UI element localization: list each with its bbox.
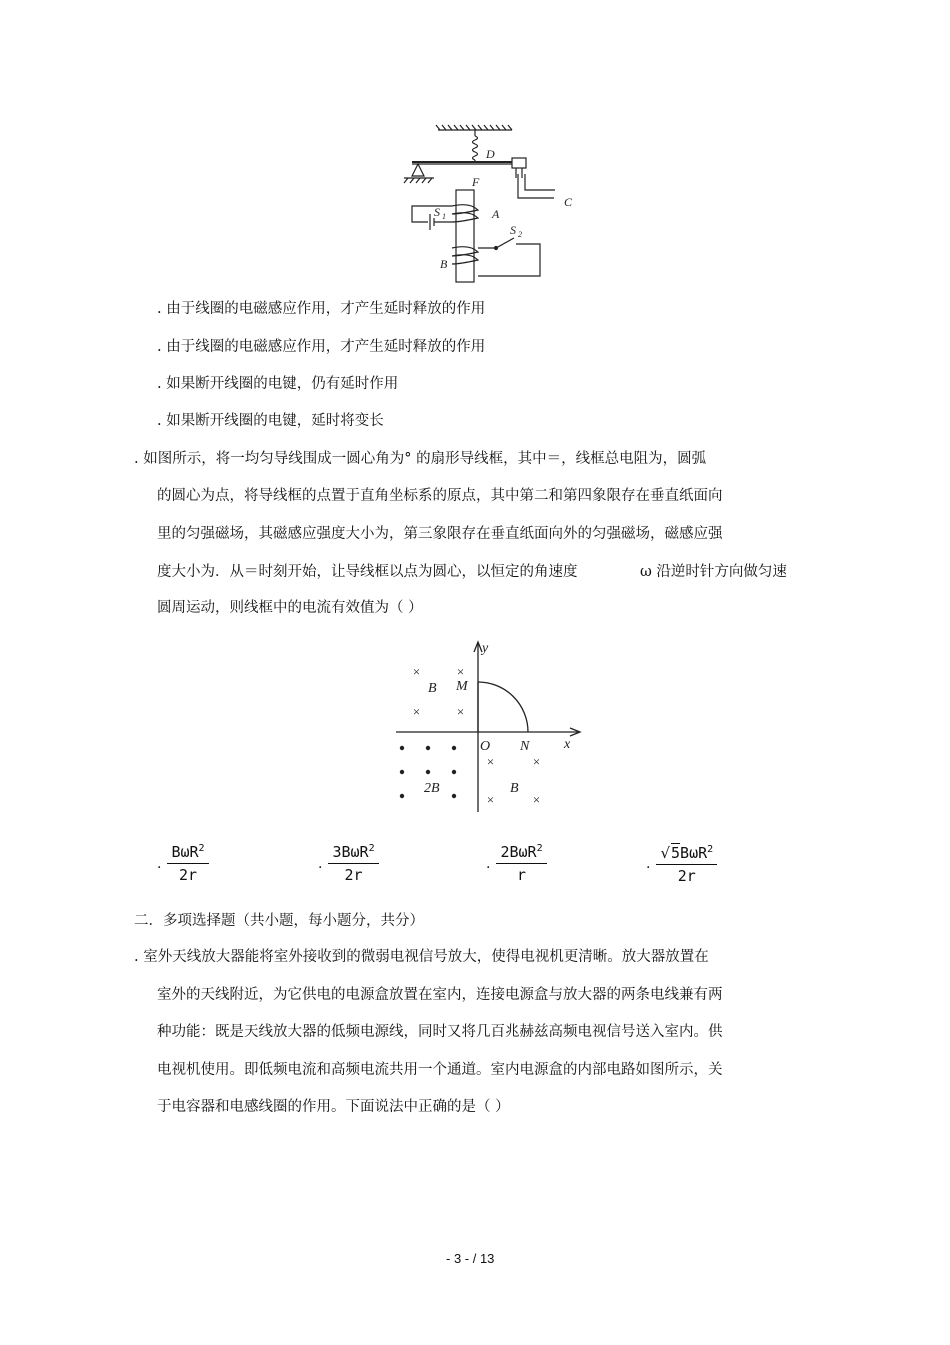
answer-exponent: 2: [198, 843, 205, 854]
point-M-label: M: [456, 679, 468, 694]
answer-denominator: 2r: [677, 867, 696, 885]
dot-mark: [426, 770, 430, 774]
answer-denominator: r: [517, 866, 527, 884]
answer-dot: .: [646, 856, 651, 872]
label-S1: S: [434, 205, 440, 219]
answer-dot: .: [157, 855, 162, 872]
point-N-label: N: [520, 739, 530, 754]
dot-mark: [452, 794, 456, 798]
question-line-1: . 如图所示，将一均匀导线围成一圆心角为° 的扇形导线框，其中＝，线框总电阻为，圆弧: [134, 451, 707, 467]
cross-mark: ×: [412, 704, 421, 719]
relay-circuit-figure: [400, 122, 590, 287]
question-line-4: 度大小为．从＝时刻开始，让导线框以点为圆心，以恒定的角速度: [157, 564, 578, 580]
question-line-1: . 室外天线放大器能将室外接收到的微弱电视信号放大，使得电视机更清晰。放大器放置在: [134, 949, 709, 965]
answer-exponent: 2: [368, 843, 375, 854]
origin-label: O: [480, 739, 491, 754]
dot-mark: [426, 746, 430, 750]
cross-mark: ×: [486, 754, 495, 769]
dot-mark: [400, 794, 404, 798]
answer-numerator: BωR: [171, 843, 199, 861]
question-line-2: 室外的天线附近，为它供电的电源盒放置在室内，连接电源盒与放大器的两条电线兼有两: [157, 987, 723, 1003]
answer-radicand: 5: [671, 844, 681, 862]
cross-mark: ×: [532, 792, 541, 807]
option-c: . 如果断开线圈的电键，仍有延时作用: [157, 376, 399, 392]
question-line-3: 种功能：既是天线放大器的低频电源线，同时又将几百兆赫兹高频电视信号送入室内。供: [157, 1024, 723, 1040]
page-number: - 3 - / 13: [446, 1251, 495, 1266]
cross-mark: ×: [456, 664, 465, 679]
question-line-5: 圆周运动，则线框中的电流有效值为（ ）: [157, 600, 423, 616]
dot-mark: [452, 770, 456, 774]
answer-option-b: [318, 843, 379, 884]
option-a: . 由于线圈的电磁感应作用，才产生延时释放的作用: [157, 301, 486, 317]
question-line-4: 电视机使用。即低频电流和高频电流共用一个通道。室内电源盒的内部电路如图所示，关: [157, 1062, 723, 1078]
answer-option-a: [157, 843, 209, 884]
question-line-5: 于电容器和电感线圈的作用。下面说法中正确的是（ ）: [157, 1099, 510, 1115]
label-S2-sub: 2: [518, 230, 522, 239]
dot-mark: [400, 770, 404, 774]
question-line-2: 的圆心为点，将导线框的点置于直角坐标系的原点，其中第二和第四象限存在垂直纸面向: [157, 488, 723, 504]
answer-numerator: BωR: [680, 844, 708, 862]
answer-denominator: 2r: [178, 866, 198, 884]
cross-mark: ×: [486, 792, 495, 807]
answer-dot: .: [486, 855, 491, 872]
option-b: . 由于线圈的电磁感应作用，才产生延时释放的作用: [157, 339, 486, 355]
question-line-3: 里的匀强磁场，其磁感应强度大小为，第三象限存在垂直纸面向外的匀强磁场，磁感应强: [157, 526, 723, 542]
cross-mark: ×: [456, 704, 465, 719]
field-B-q2: B: [428, 681, 437, 696]
magnetic-field-figure: [390, 638, 590, 818]
answer-denominator: 2r: [344, 866, 363, 884]
sqrt-icon: √: [660, 844, 671, 862]
section-heading: 二．多项选择题（共小题，每小题分，共分）: [134, 913, 424, 929]
answer-exponent: 2: [536, 843, 543, 854]
label-C: C: [564, 195, 573, 209]
axis-y-label: y: [482, 641, 489, 656]
label-F: F: [472, 175, 480, 189]
answer-dot: .: [318, 855, 323, 872]
answer-option-d: [646, 843, 717, 885]
label-D: D: [486, 147, 495, 161]
field-2B-q3: 2B: [424, 781, 440, 796]
answer-option-c: [486, 843, 547, 884]
dot-mark: [452, 746, 456, 750]
answer-numerator: 2BωR: [500, 843, 537, 861]
answer-numerator: 3BωR: [332, 843, 369, 861]
label-B: B: [440, 257, 448, 271]
field-B-q4: B: [510, 781, 519, 796]
cross-mark: ×: [412, 664, 421, 679]
axis-x-label: x: [564, 737, 571, 752]
label-S1-sub: 1: [442, 212, 446, 221]
question-line-4-omega: ω 沿逆时针方向做匀速: [640, 564, 787, 580]
label-S2: S: [510, 223, 516, 237]
answer-exponent: 2: [707, 844, 714, 855]
cross-mark: ×: [532, 754, 541, 769]
option-d: . 如果断开线圈的电键，延时将变长: [157, 413, 384, 429]
dot-mark: [400, 746, 404, 750]
label-A: A: [492, 207, 500, 221]
